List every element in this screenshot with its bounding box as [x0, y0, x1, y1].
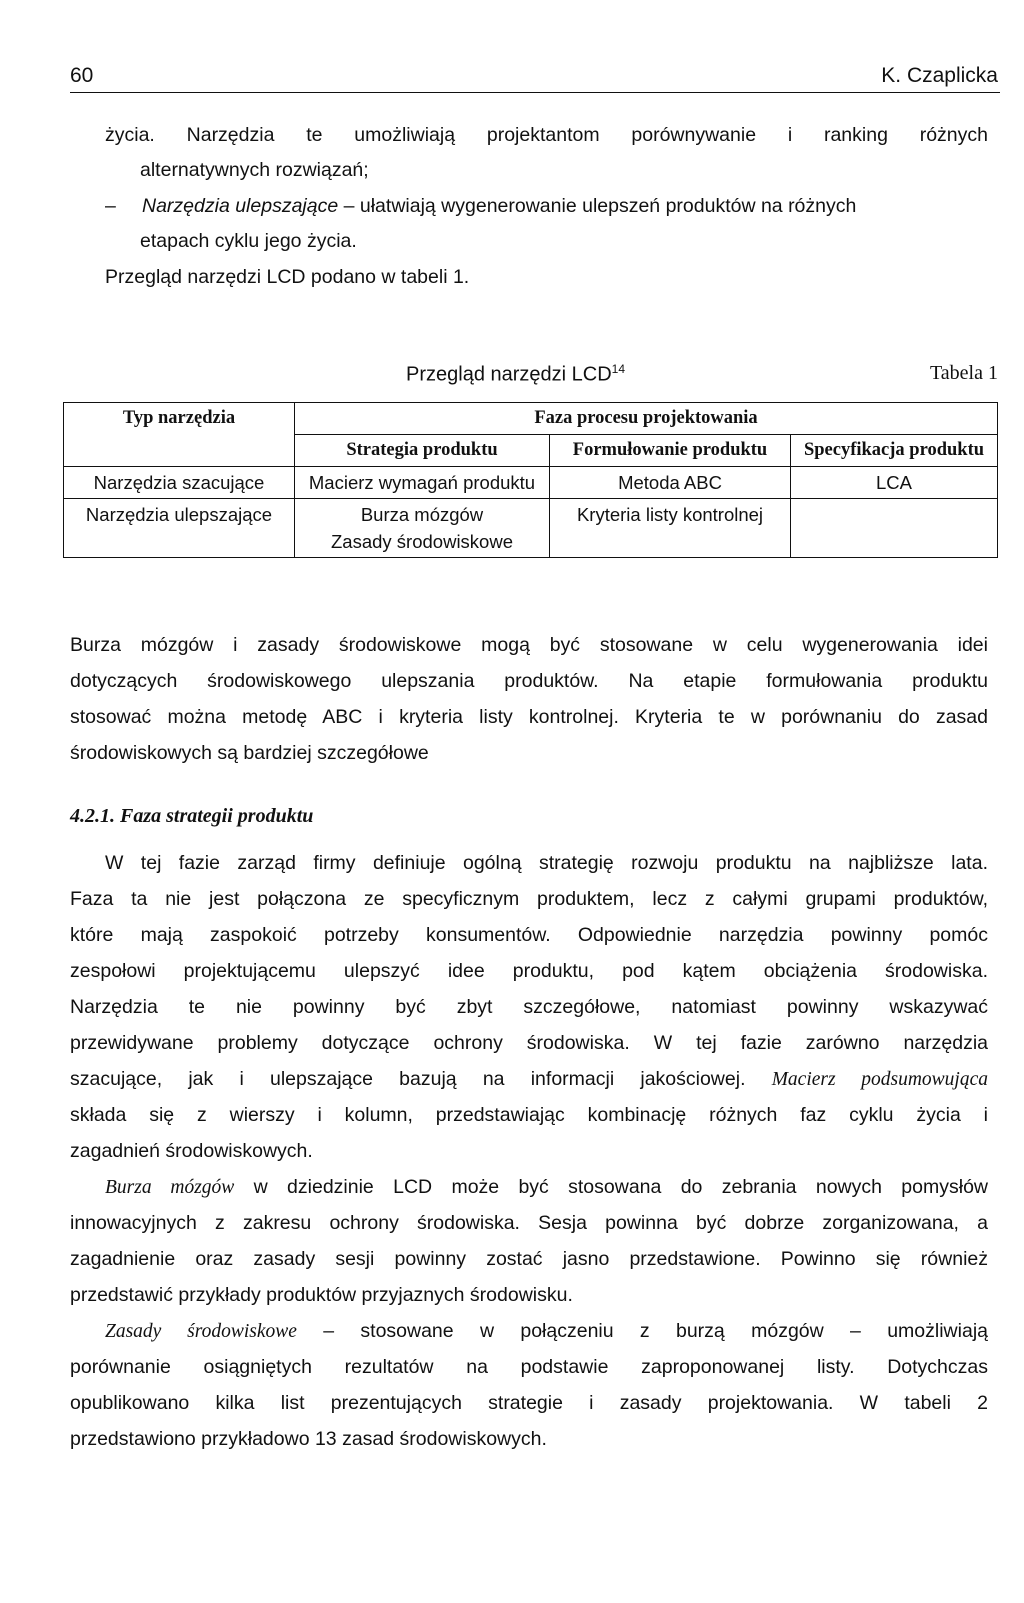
para3-line-1-rest: w dziedzinie LCD może być stosowana do zebrania nowych pomysłów [234, 1176, 988, 1198]
para4-line-1-rest: – stosowane w połączeniu z burzą mózgów – umożliwiają [296, 1320, 988, 1342]
cell-strategy-line-2: Zasady środowiskowe [331, 531, 513, 552]
para4-line-3: opublikowano kilka list prezentujących strategie i zasady projektowania. W tabeli 2 [70, 1392, 988, 1414]
para2-line-7 [70, 1068, 988, 1091]
para2-line-9: zagadnień środowiskowych. [70, 1140, 313, 1162]
header-strategy: Strategia produktu [295, 435, 550, 467]
para4-line-1 [105, 1320, 988, 1343]
bullet-dash: – [105, 195, 116, 217]
header-tool-type: Typ narzędzia [64, 403, 295, 467]
para3-line-1 [105, 1176, 988, 1199]
para2-line-3: które mają zaspokoić potrzeby konsumentów. Odpowiednie narzędzia powinny pomóc [70, 924, 988, 946]
table-label: Tabela 1 [929, 362, 998, 384]
para1-line-1: Burza mózgów i zasady środowiskowe mogą być stosowane w celu wygenerowania idei [70, 634, 988, 656]
para4-line-4: przedstawiono przykładowo 13 zasad środowiskowych. [70, 1428, 547, 1450]
para2-line-5: Narzędzia te nie powinny być zbyt szczegółowe, natomiast powinny wskazywać [70, 996, 988, 1018]
para2-line-2: Faza ta nie jest połączona ze specyficznym produktem, lecz z całymi grupami produktów, [70, 888, 988, 910]
section-heading [70, 805, 313, 828]
para1-line-4: środowiskowych są bardziej szczegółowe [70, 742, 429, 764]
table-header-row [64, 403, 998, 435]
intro-line-2: alternatywnych rozwiązań; [140, 159, 369, 181]
para3-line-3: zagadnienie oraz zasady sesji powinny zostać jasno przedstawione. Powinno się również [70, 1248, 988, 1270]
cell-strategy [295, 499, 550, 558]
para3-line-2: innowacyjnych z zakresu ochrony środowiska. Sesja powinna być dobrze zorganizowana, a [70, 1212, 988, 1234]
intro-line-1: życia. Narzędzia te umożliwiają projektantom porównywanie i ranking różnych [105, 124, 988, 146]
para2-line-8: składa się z wierszy i kolumn, przedstawiając kombinację różnych faz cyklu życia i [70, 1104, 988, 1126]
cell-tool-type: Narzędzia szacujące [64, 467, 295, 499]
table-title [406, 362, 625, 387]
para2-term: Macierz podsumowująca [771, 1069, 988, 1090]
running-head-author: K. Czaplicka [881, 64, 998, 87]
cell-formulation: Kryteria listy kontrolnej [550, 499, 791, 558]
bullet-text [142, 195, 856, 218]
para1-line-2: dotyczących środowiskowego ulepszania produktów. Na etapie formułowania produktu [70, 670, 988, 692]
para3-term: Burza mózgów [105, 1177, 235, 1198]
para1-line-3: stosować można metodę ABC i kryteria listy kontrolnej. Kryteria te w porównaniu do zasad [70, 706, 988, 728]
header-design-phase: Faza procesu projektowania [295, 403, 998, 435]
bullet-rest: – ułatwiają wygenerowanie ulepszeń produktów na różnych [338, 195, 857, 217]
bullet-term: Narzędzia ulepszające [142, 195, 339, 217]
cell-specification [791, 499, 998, 558]
intro-line-5: Przegląd narzędzi LCD podano w tabeli 1. [105, 266, 470, 288]
section-number: 4.2.1. [70, 805, 115, 827]
cell-formulation: Metoda ABC [550, 467, 791, 499]
page-header [70, 62, 1000, 93]
para2-line-6: przewidywane problemy dotyczące ochrony środowiska. W tej fazie zarówno narzędzia [70, 1032, 988, 1054]
lcd-tools-table [63, 402, 998, 558]
para2-line-4: zespołowi projektującemu ulepszyć idee produktu, pod kątem obciążenia środowiska. [70, 960, 988, 982]
intro-line-4: etapach cyklu jego życia. [140, 230, 357, 252]
cell-tool-type: Narzędzia ulepszające [64, 499, 295, 558]
header-specification: Specyfikacja produktu [791, 435, 998, 467]
page-number: 60 [70, 64, 94, 87]
section-title: Faza strategii produktu [120, 805, 314, 827]
cell-strategy: Macierz wymagań produktu [295, 467, 550, 499]
table-title-text: Przegląd narzędzi LCD [406, 363, 612, 386]
para4-term: Zasady środowiskowe [105, 1321, 297, 1342]
para2-line-7-text: szacujące, jak i ulepszające bazują na informacji jakościowej. [70, 1068, 772, 1090]
table-row [64, 499, 998, 558]
cell-strategy-line-1: Burza mózgów [360, 504, 484, 525]
cell-specification: LCA [791, 467, 998, 499]
table-row [64, 467, 998, 499]
table-footnote-ref: 14 [611, 362, 626, 376]
para4-line-2: porównanie osiągniętych rezultatów na podstawie zaproponowanej listy. Dotychczas [70, 1356, 988, 1378]
para3-line-4: przedstawić przykłady produktów przyjaznych środowisku. [70, 1284, 573, 1306]
header-formulation: Formułowanie produktu [550, 435, 791, 467]
para2-line-1: W tej fazie zarząd firmy definiuje ogólną strategię rozwoju produktu na najbliższe lata. [105, 852, 988, 874]
